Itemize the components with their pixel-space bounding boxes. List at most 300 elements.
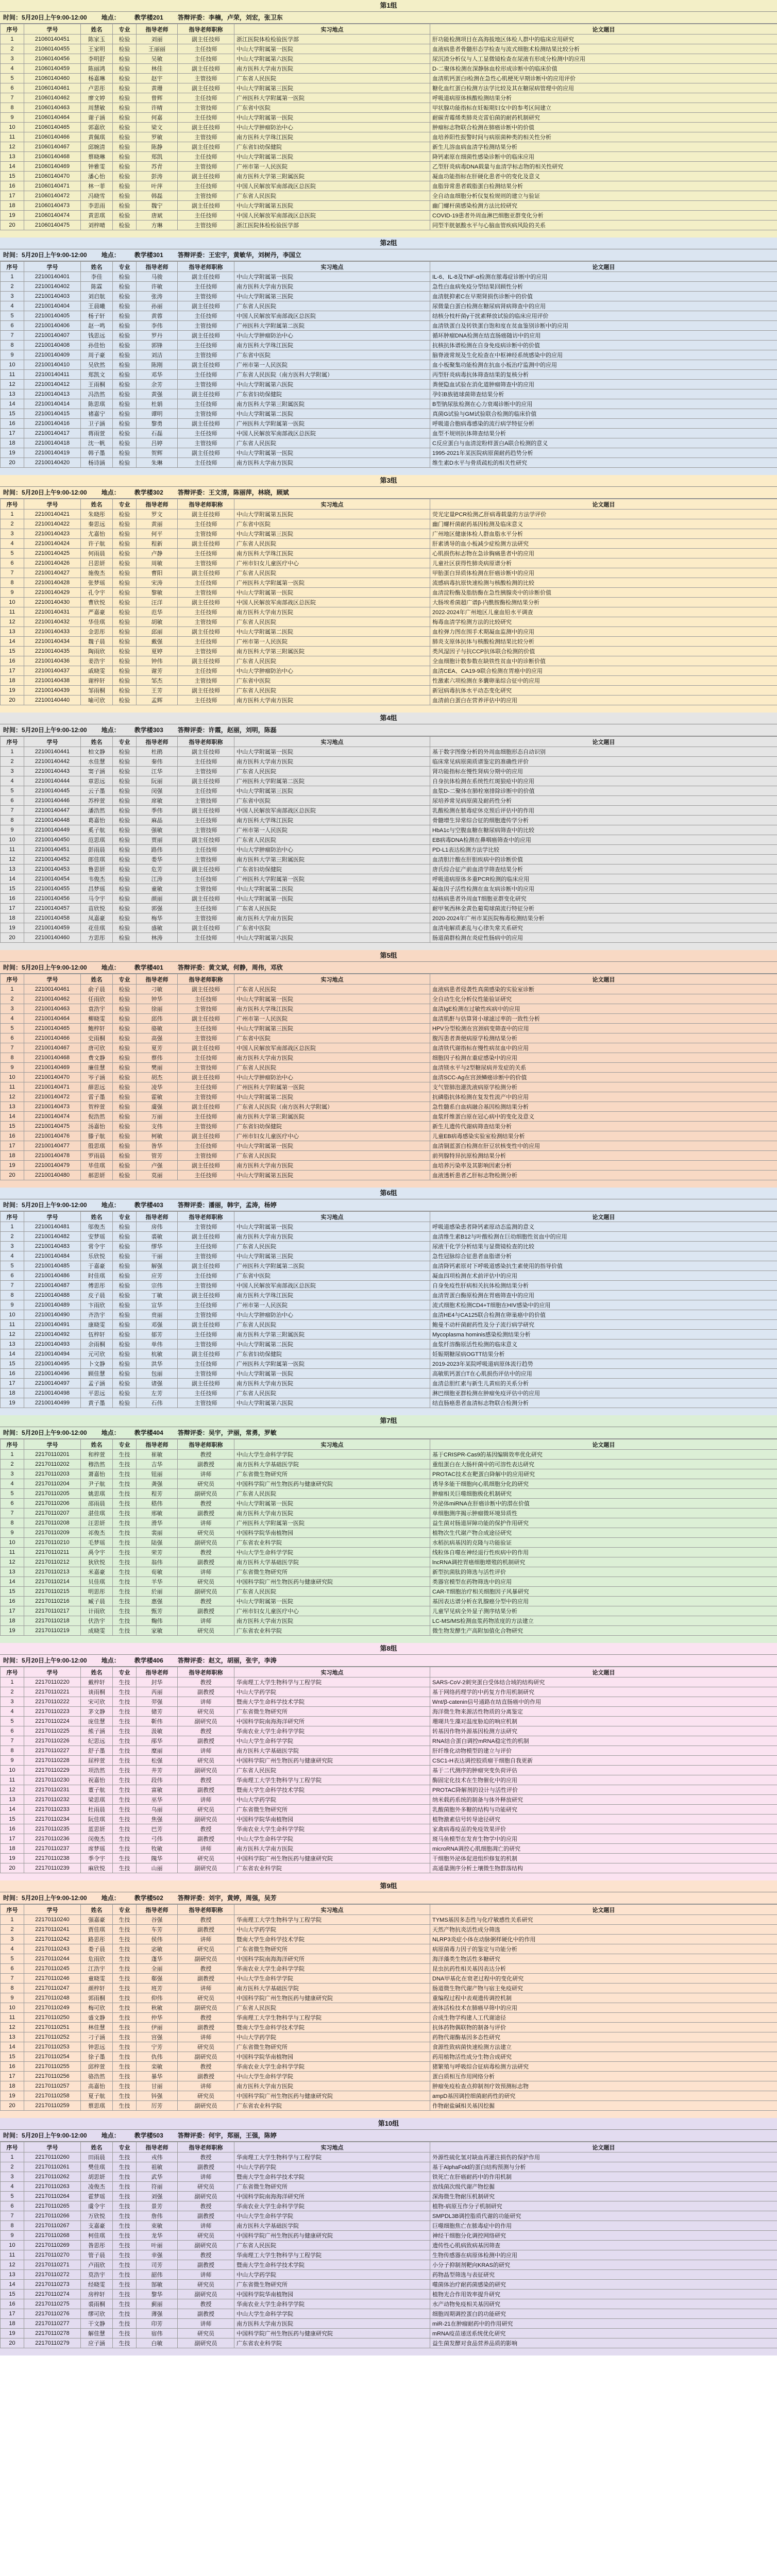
- cell-major: 检验: [113, 1300, 137, 1310]
- cell-name: 柳晓雯: [81, 1014, 113, 1024]
- cell-no: 7: [1, 1736, 24, 1746]
- group-meta-item: 教学楼502: [134, 1894, 163, 1902]
- cell-teacher: 宋涛: [137, 578, 178, 588]
- cell-sid: 21060140473: [24, 201, 81, 211]
- cell-sid: 22100140409: [24, 350, 81, 360]
- cell-teacher: 嵇伟: [137, 1499, 178, 1509]
- cell-name: 强嘉豪: [81, 1915, 113, 1925]
- cell-topic: 尿液干化学分析结果与显微镜检查的比较: [430, 1242, 777, 1251]
- cell-topic: 幽门螺杆菌耐药基因检测及临床意义: [430, 519, 777, 529]
- cell-title: 副主任技师: [178, 627, 234, 637]
- cell-place: 南方医科大学第三附属医院: [234, 647, 430, 656]
- cell-sid: 22170110232: [24, 1795, 81, 1805]
- cell-no: 11: [1, 1320, 24, 1330]
- cell-name: 谈雨桐: [81, 1687, 113, 1697]
- cell-no: 3: [1, 529, 24, 539]
- cell-title: 教授: [178, 2062, 234, 2072]
- cell-major: 检验: [113, 311, 137, 321]
- roster-table: [0, 1211, 777, 1408]
- cell-name: 骆浩然: [81, 2072, 113, 2081]
- cell-name: 尤嘉怡: [81, 529, 113, 539]
- cell-sid: 21060140475: [24, 221, 81, 230]
- cell-topic: 生物传感器在病原体检测中的应用: [430, 2250, 777, 2260]
- cell-no: 15: [1, 2052, 24, 2062]
- cell-name: 钟雅雯: [81, 162, 113, 172]
- cell-sid: 22170110260: [24, 2153, 81, 2162]
- cell-name: 毕佳琪: [81, 1161, 113, 1171]
- cell-name: 陈丽鸿: [81, 64, 113, 74]
- cell-topic: 细胞因子检测在重症感染中的应用: [430, 1053, 777, 1063]
- cell-title: 副教授: [178, 2260, 234, 2270]
- cell-teacher: 侯伟: [137, 1935, 178, 1944]
- cell-title: 教授: [178, 1964, 234, 1974]
- cell-teacher: 夏芳: [137, 1043, 178, 1053]
- cell-place: 暨南大学生命科学技术学院: [234, 1785, 430, 1795]
- cell-teacher: 芮丽: [137, 1687, 178, 1697]
- cell-place: 中山大学附属第三医院: [234, 529, 430, 539]
- cell-no: 17: [1, 2309, 24, 2319]
- cell-major: 检验: [113, 933, 137, 943]
- cell-title: 主管技师: [178, 103, 234, 113]
- cell-title: 主任技师: [178, 93, 234, 103]
- cell-place: 暨南大学生命科学技术学院: [234, 1697, 430, 1707]
- cell-no: 16: [1, 419, 24, 429]
- cell-topic: 外泌体miRNA在肝癌诊断中的潜在价值: [430, 1499, 777, 1509]
- table-header-row: [1, 1212, 777, 1222]
- cell-title: 副主任技师: [178, 389, 234, 399]
- cell-sid: 22170110244: [24, 1954, 81, 1964]
- cell-name: 贝佳琪: [81, 1577, 113, 1587]
- cell-major: 检验: [113, 1340, 137, 1349]
- cell-title: 主管技师: [178, 1151, 234, 1161]
- column-header: 指导老师职称: [178, 1667, 234, 1677]
- column-header: 论文题目: [430, 2142, 777, 2153]
- cell-teacher: 郭锋: [137, 341, 178, 350]
- cell-title: 副教授: [178, 1606, 234, 1616]
- cell-no: 1: [1, 2153, 24, 2162]
- group-spacer: [0, 2348, 777, 2355]
- cell-major: 检验: [113, 1388, 137, 1398]
- cell-name: 和梓萱: [81, 1450, 113, 1460]
- cell-no: 13: [1, 1795, 24, 1805]
- cell-name: 蔡晓琳: [81, 152, 113, 162]
- cell-sid: 22170110235: [24, 1824, 81, 1834]
- cell-place: 中山大学附属第五医院: [234, 201, 430, 211]
- cell-no: 10: [1, 2241, 24, 2250]
- cell-major: 检验: [113, 865, 137, 874]
- cell-topic: 血清胱抑素C在早期肾损伤诊断中的价值: [430, 292, 777, 301]
- group-meta: [0, 2129, 777, 2142]
- cell-place: 中国人民解放军南部战区总医院: [234, 1281, 430, 1291]
- cell-name: 昝思彤: [81, 2241, 113, 2250]
- cell-sid: 22100140495: [24, 1359, 81, 1369]
- cell-teacher: 徐丽: [137, 1004, 178, 1014]
- cell-major: 检验: [113, 656, 137, 666]
- cell-no: 13: [1, 1102, 24, 1112]
- table-row: [1, 1073, 777, 1082]
- table-row: [1, 321, 777, 331]
- cell-name: 解佳慧: [81, 2329, 113, 2338]
- column-header: 姓名: [81, 2142, 113, 2153]
- cell-name: 邱婉清: [81, 142, 113, 152]
- cell-name: 湛佳琪: [81, 1509, 113, 1518]
- cell-title: 研究员: [178, 1577, 234, 1587]
- cell-sid: 22100140498: [24, 1388, 81, 1398]
- cell-place: 广州医科大学附属第一医院: [234, 93, 430, 103]
- cell-title: 主管技师: [178, 1222, 234, 1232]
- cell-major: 检验: [113, 399, 137, 409]
- cell-place: 南方医科大学基础医学院: [234, 1746, 430, 1756]
- table-row: [1, 1489, 777, 1499]
- cell-major: 检验: [113, 1141, 137, 1151]
- cell-place: 广州医科大学附属第二医院: [234, 1261, 430, 1271]
- cell-major: 生技: [113, 2032, 137, 2042]
- cell-title: 副教授: [178, 2162, 234, 2172]
- cell-title: 副主任技师: [178, 301, 234, 311]
- cell-major: 生技: [113, 2231, 137, 2241]
- cell-title: 主管技师: [178, 796, 234, 806]
- cell-place: 南方医科大学基础医学院: [234, 1984, 430, 1993]
- cell-title: 副主任技师: [178, 201, 234, 211]
- group-meta-item: 教学楼201: [134, 14, 163, 21]
- cell-topic: 遗传性心肌病致病基因筛查: [430, 2241, 777, 2250]
- cell-name: 祝嘉怡: [81, 1775, 113, 1785]
- cell-teacher: 戴强: [137, 637, 178, 647]
- table-row: [1, 181, 777, 191]
- cell-title: 副研究员: [178, 2052, 234, 2062]
- cell-name: 徐子墨: [81, 2052, 113, 2062]
- cell-title: 主任技师: [178, 637, 234, 647]
- cell-major: 检验: [113, 1349, 137, 1359]
- cell-teacher: 於丽: [137, 1587, 178, 1597]
- cell-place: 中山大学生命科学学院: [234, 2072, 430, 2081]
- cell-name: 谢梓轩: [81, 676, 113, 686]
- cell-teacher: 何嘉: [137, 113, 178, 123]
- cell-sid: 22170110211: [24, 1548, 81, 1557]
- cell-major: 检验: [113, 913, 137, 923]
- cell-major: 检验: [113, 1171, 137, 1180]
- cell-sid: 22100140482: [24, 1232, 81, 1242]
- group-meta: [0, 249, 777, 261]
- cell-place: 南方医科大学南方医院: [234, 696, 430, 705]
- cell-sid: 22100140419: [24, 448, 81, 458]
- cell-place: 广东省妇幼保健院: [234, 389, 430, 399]
- table-row: [1, 1171, 777, 1180]
- cell-sid: 22170110207: [24, 1509, 81, 1518]
- cell-title: 主任技师: [178, 152, 234, 162]
- cell-title: 副教授: [178, 2309, 234, 2319]
- cell-title: 副研究员: [178, 2338, 234, 2348]
- table-row: [1, 1043, 777, 1053]
- cell-major: 检验: [113, 132, 137, 142]
- cell-topic: 血清降钙素原对下呼吸道感染抗生素使用的指导价值: [430, 1261, 777, 1271]
- cell-major: 检验: [113, 686, 137, 696]
- cell-major: 生技: [113, 1944, 137, 1954]
- cell-sid: 22170110239: [24, 1863, 81, 1873]
- cell-no: 4: [1, 776, 24, 786]
- table-row: [1, 2182, 777, 2192]
- cell-title: 主管技师: [178, 825, 234, 835]
- cell-topic: 甲状腺功能指标在妊娠期妇女中的参考区间建立: [430, 103, 777, 113]
- cell-name: 伏浩宇: [81, 1616, 113, 1626]
- table-row: [1, 1271, 777, 1281]
- cell-topic: SARS-CoV-2刺突蛋白受体结合域的结构研究: [430, 1677, 777, 1687]
- cell-major: 生技: [113, 2182, 137, 2192]
- group-title: 第4组: [380, 714, 397, 722]
- cell-name: 施俊杰: [81, 568, 113, 578]
- cell-no: 8: [1, 103, 24, 113]
- cell-no: 1: [1, 1915, 24, 1925]
- cell-sid: 21060140462: [24, 93, 81, 103]
- table-row: [1, 389, 777, 399]
- table-header-row: [1, 262, 777, 272]
- cell-sid: 22100140423: [24, 529, 81, 539]
- group-section: [0, 2118, 777, 2355]
- cell-teacher: 缪华: [137, 1242, 178, 1251]
- group-title: 第2组: [380, 239, 397, 247]
- cell-teacher: 宓敏: [137, 1944, 178, 1954]
- cell-name: 薛思远: [81, 1082, 113, 1092]
- cell-major: 检验: [113, 301, 137, 311]
- cell-title: 主管技师: [178, 676, 234, 686]
- cell-place: 中山大学附属第三医院: [234, 1251, 430, 1261]
- cell-place: 中山大学附属第二医院: [234, 884, 430, 894]
- cell-name: 罗雨晨: [81, 1151, 113, 1161]
- table-row: [1, 1518, 777, 1528]
- cell-topic: 凝血四项检测在术前评估中的应用: [430, 1271, 777, 1281]
- cell-sid: 21060140466: [24, 132, 81, 142]
- cell-sid: 22100140402: [24, 282, 81, 292]
- cell-topic: 细胞周期调控蛋白的功能研究: [430, 2309, 777, 2319]
- cell-teacher: 乌丽: [137, 1805, 178, 1815]
- cell-no: 2: [1, 44, 24, 54]
- table-row: [1, 172, 777, 181]
- cell-place: 中国科学院广州生物医药与健康研究院: [234, 1993, 430, 2003]
- cell-topic: 血清镁水平与2型糖尿病并发症的关系: [430, 1063, 777, 1073]
- cell-title: 主管技师: [178, 1004, 234, 1014]
- cell-title: 副主任技师: [178, 776, 234, 786]
- cell-place: 中国科学院南海海洋研究所: [234, 1717, 430, 1726]
- column-header: 学号: [24, 1439, 81, 1450]
- cell-major: 检验: [113, 44, 137, 54]
- cell-place: 华南理工大学生物科学与工程学院: [234, 1677, 430, 1687]
- cell-teacher: 危芳: [137, 865, 178, 874]
- cell-major: 检验: [113, 438, 137, 448]
- cell-place: 中山大学附属第六医院: [234, 380, 430, 389]
- cell-title: 副研究员: [178, 1538, 234, 1548]
- cell-name: 卢雨欣: [81, 2260, 113, 2270]
- cell-place: 中国科学院华南植物园: [234, 2290, 430, 2299]
- cell-topic: 合成生物学构建人工代谢途径: [430, 2013, 777, 2023]
- group-spacer: [0, 230, 777, 238]
- group-meta-item: 教学楼404: [134, 1429, 163, 1436]
- cell-major: 生技: [113, 2280, 137, 2290]
- cell-topic: TYMS基因多态性与化疗敏感性关系研究: [430, 1915, 777, 1925]
- cell-teacher: 甄芳: [137, 1606, 178, 1616]
- cell-place: 广东省农业科学院: [234, 2101, 430, 2111]
- cell-name: 金思彤: [81, 627, 113, 637]
- cell-major: 生技: [113, 1815, 137, 1824]
- cell-topic: 急性白血病免疫分型结果回顾性分析: [430, 282, 777, 292]
- cell-major: 检验: [113, 221, 137, 230]
- table-row: [1, 1509, 777, 1518]
- cell-teacher: 汲敏: [137, 1726, 178, 1736]
- cell-name: 管子晨: [81, 2250, 113, 2260]
- cell-topic: 血液透析患者乙肝标志物检测分析: [430, 1171, 777, 1180]
- cell-sid: 22100140493: [24, 1340, 81, 1349]
- cell-title: 副主任技师: [178, 985, 234, 994]
- cell-no: 5: [1, 1261, 24, 1271]
- cell-title: 副研究员: [178, 1717, 234, 1726]
- cell-sid: 22100140499: [24, 1398, 81, 1408]
- table-row: [1, 519, 777, 529]
- table-row: [1, 1746, 777, 1756]
- cell-title: 主管技师: [178, 221, 234, 230]
- cell-topic: ampD基因调控细菌耐药性的研究: [430, 2091, 777, 2101]
- cell-no: 18: [1, 1844, 24, 1854]
- cell-no: 1: [1, 35, 24, 44]
- cell-teacher: 梅华: [137, 913, 178, 923]
- cell-major: 生技: [113, 1726, 137, 1736]
- cell-major: 检验: [113, 1024, 137, 1033]
- cell-teacher: 谷强: [137, 1915, 178, 1925]
- cell-teacher: 童敏: [137, 884, 178, 894]
- cell-name: 昌梦瑶: [81, 884, 113, 894]
- cell-place: 中国科学院广州生物医药与健康研究院: [234, 1577, 430, 1587]
- cell-no: 4: [1, 1014, 24, 1024]
- cell-no: 20: [1, 221, 24, 230]
- cell-sid: 22170110236: [24, 1834, 81, 1844]
- table-row: [1, 874, 777, 884]
- cell-name: 余雨桐: [81, 1340, 113, 1349]
- cell-teacher: 诸强: [137, 1379, 178, 1388]
- column-header: 论文题目: [430, 1905, 777, 1915]
- cell-no: 4: [1, 1251, 24, 1261]
- table-row: [1, 617, 777, 627]
- cell-sid: 22100140470: [24, 1073, 81, 1082]
- cell-topic: 血清肌钙蛋白I检测在急性心肌梗死早期诊断中的应用评价: [430, 74, 777, 83]
- cell-major: 检验: [113, 549, 137, 558]
- column-header: 序号: [1, 1905, 24, 1915]
- cell-major: 检验: [113, 510, 137, 519]
- cell-sid: 22170110269: [24, 2241, 81, 2250]
- cell-sid: 22170110242: [24, 1935, 81, 1944]
- cell-teacher: 司芳: [137, 2260, 178, 2270]
- table-row: [1, 1815, 777, 1824]
- cell-no: 19: [1, 448, 24, 458]
- cell-major: 检验: [113, 448, 137, 458]
- cell-major: 检验: [113, 637, 137, 647]
- cell-place: 中国科学院广州生物医药与健康研究院: [234, 2231, 430, 2241]
- cell-teacher: 盛敏: [137, 923, 178, 933]
- cell-place: 中山大学药学院: [234, 2270, 430, 2280]
- cell-place: 南方医科大学南方医院: [234, 458, 430, 468]
- cell-title: 副教授: [178, 1974, 234, 1984]
- cell-teacher: 邢敏: [137, 1509, 178, 1518]
- cell-major: 检验: [113, 1131, 137, 1141]
- cell-topic: microRNA调控心肌细胞凋亡的研究: [430, 1844, 777, 1854]
- cell-place: 华南农业大学生命科学学院: [234, 1824, 430, 1834]
- cell-topic: 血浆D-二聚体在肺栓塞排除诊断中的价值: [430, 786, 777, 796]
- cell-no: 11: [1, 132, 24, 142]
- cell-no: 11: [1, 2250, 24, 2260]
- cell-major: 检验: [113, 64, 137, 74]
- cell-sid: 22100140460: [24, 933, 81, 943]
- cell-sid: 22170110275: [24, 2299, 81, 2309]
- cell-sid: 22100140449: [24, 825, 81, 835]
- cell-sid: 22100140407: [24, 331, 81, 341]
- cell-teacher: 宫强: [137, 2032, 178, 2042]
- cell-teacher: 陈静: [137, 142, 178, 152]
- cell-teacher: 江华: [137, 767, 178, 776]
- table-row: [1, 350, 777, 360]
- table-row: [1, 1854, 777, 1863]
- table-row: [1, 152, 777, 162]
- cell-no: 6: [1, 558, 24, 568]
- cell-title: 副教授: [178, 1834, 234, 1844]
- cell-place: 南方医科大学珠江医院: [234, 1291, 430, 1300]
- cell-sid: 21060140451: [24, 35, 81, 44]
- cell-teacher: 印芳: [137, 2319, 178, 2329]
- cell-place: 暨南大学生命科学技术学院: [234, 2260, 430, 2270]
- table-row: [1, 2290, 777, 2299]
- cell-no: 20: [1, 2101, 24, 2111]
- table-header-row: [1, 24, 777, 35]
- cell-title: 研究员: [178, 2231, 234, 2241]
- cell-name: 陶雨欣: [81, 647, 113, 656]
- column-header: 序号: [1, 24, 24, 35]
- cell-name: 章思远: [81, 776, 113, 786]
- group-meta-item: 时间：5月20日上午9:00-12:00: [3, 1657, 87, 1664]
- cell-place: 广东省微生物研究所: [234, 1567, 430, 1577]
- cell-no: 6: [1, 1726, 24, 1736]
- cell-topic: 儿童罕见病全外显子测序结果分析: [430, 1606, 777, 1616]
- cell-title: 副主任技师: [178, 539, 234, 549]
- cell-major: 生技: [113, 1528, 137, 1538]
- cell-name: 花佳琪: [81, 923, 113, 933]
- cell-no: 7: [1, 568, 24, 578]
- column-header: 序号: [1, 974, 24, 985]
- cell-teacher: 邓华: [137, 370, 178, 380]
- cell-no: 19: [1, 1626, 24, 1636]
- cell-place: 中国科学院广州生物医药与健康研究院: [234, 1756, 430, 1766]
- cell-major: 生技: [113, 2172, 137, 2182]
- cell-sid: 22100140494: [24, 1349, 81, 1359]
- column-header: 学号: [24, 1667, 81, 1677]
- cell-place: 中国人民解放军南部战区总医院: [234, 429, 430, 438]
- group-section: [0, 475, 777, 713]
- cell-place: 广东省人民医院: [234, 1242, 430, 1251]
- cell-teacher: 裘敏: [137, 1232, 178, 1242]
- column-header: 姓名: [81, 974, 113, 985]
- group-title: 第5组: [380, 952, 397, 959]
- cell-place: 南方医科大学南方医院: [234, 1616, 430, 1626]
- cell-place: 华南理工大学生物科学与工程学院: [234, 2153, 430, 2162]
- cell-no: 11: [1, 1548, 24, 1557]
- cell-no: 6: [1, 1033, 24, 1043]
- cell-name: 莫浩宇: [81, 2270, 113, 2280]
- cell-title: 教授: [178, 1726, 234, 1736]
- cell-topic: 心肌损伤标志物在急诊胸痛患者中的应用: [430, 549, 777, 558]
- table-row: [1, 894, 777, 904]
- cell-no: 15: [1, 1587, 24, 1597]
- cell-place: 南方医科大学南方医院: [234, 282, 430, 292]
- table-row: [1, 1479, 777, 1489]
- cell-teacher: 万丽: [137, 1112, 178, 1122]
- cell-no: 12: [1, 2260, 24, 2270]
- cell-no: 8: [1, 1746, 24, 1756]
- cell-name: 刘启航: [81, 292, 113, 301]
